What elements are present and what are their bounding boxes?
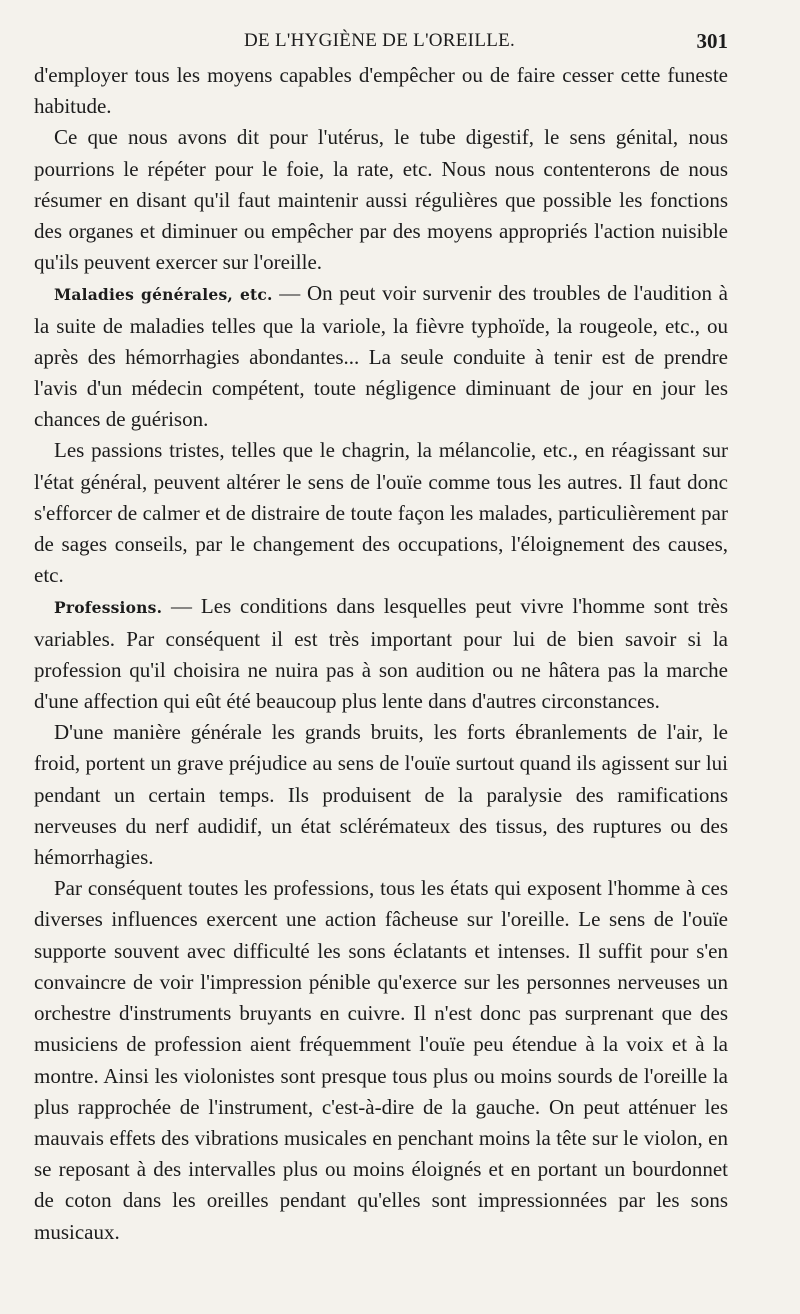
paragraph-7 (34, 873, 728, 1247)
paragraph-4-text: Les passions tristes, telles que le chagrin, la mélancolie, etc., en réagissant sur l'état général, peuvent altérer le sens de l'ouïe comme tous les autres. Il faut donc s'efforcer de calmer et de distraire de toute façon les malades, particulièrement par de sages conseils, par le changement des occupations, l'éloignement des causes, etc. (34, 438, 728, 588)
paragraph-maladies (34, 278, 728, 435)
paragraph-4 (34, 435, 728, 591)
running-head (0, 30, 800, 56)
paragraph-professions (34, 591, 728, 717)
paragraph-1-text: d'employer tous les moyens capables d'empêcher ou de faire cesser cette funeste habitude. (34, 63, 728, 119)
paragraph-1 (34, 60, 728, 122)
section-heading-maladies: Maladies générales, etc. (54, 285, 273, 305)
paragraph-6-text: D'une manière générale les grands bruits, les forts ébranlements de l'air, le froid, portent un grave préjudice au sens de l'ouïe surtout quand ils agissent sur lui pendant un certain temps. Ils produisent de la paralysie des ramifications nerveuses du nerf audidif, un état sclérémateux des tissus, des ruptures ou des hémorrhagies. (34, 720, 728, 870)
running-title: DE L'HYGIÈNE DE L'OREILLE. (244, 30, 516, 51)
section-heading-professions: Professions. (54, 598, 163, 618)
paragraph-6 (34, 717, 728, 873)
paragraph-maladies-text: — On peut voir survenir des troubles de l'audition à la suite de maladies telles que la variole, la fièvre typhoïde, la rougeole, etc., ou après des hémorrhagies abondantes... La seule conduite à tenir est de prendre l'avis d'un médecin compétent, toute négligence diminuant de jour en jour les chances de guérison. (34, 281, 728, 432)
paragraph-professions-text: — Les conditions dans lesquelles peut vivre l'homme sont très variables. Par conséquent il est très important pour lui de bien savoir si la profession qu'il choisira ne nuira pas à son audition ou ne hâtera pas la marche d'une affection qui eût été beaucoup plus lente dans d'autres circonstances. (34, 594, 728, 714)
paragraph-2 (34, 122, 728, 278)
paragraph-2-text: Ce que nous avons dit pour l'utérus, le tube digestif, le sens génital, nous pourrions le répéter pour le foie, la rate, etc. Nous nous contenterons de nous résumer en disant qu'il faut maintenir aussi régulières que possible les fonctions des organes et diminuer ou empêcher par des moyens appropriés l'action nuisible qu'ils peuvent exercer sur l'oreille. (34, 125, 728, 275)
page-number: 301 (696, 29, 728, 53)
page-body (34, 60, 728, 1248)
paragraph-7-text: Par conséquent toutes les professions, tous les états qui exposent l'homme à ces diverses influences exercent une action fâcheuse sur l'oreille. Le sens de l'ouïe supporte souvent avec difficulté les sons éclatants et intenses. Il suffit pour s'en convaincre de voir l'impression pénible qu'exerce sur les personnes nerveuses un orchestre d'instruments bruyants en cuivre. Il n'est donc pas surprenant que des musiciens de profession aient fréquemment l'ouïe peu étendue à la voix et à la montre. Ainsi les violonistes sont presque tous plus ou moins sourds de l'oreille la plus rapprochée de l'instrument, c'est-à-dire de la gauche. On peut atténuer les mauvais effets des vibrations musicales en penchant moins la tête sur le violon, en se reposant à des intervalles plus ou moins éloignés et en portant un bourdonnet de coton dans les oreilles pendant qu'elles sont impressionnées par les sons musicaux. (34, 876, 728, 1244)
